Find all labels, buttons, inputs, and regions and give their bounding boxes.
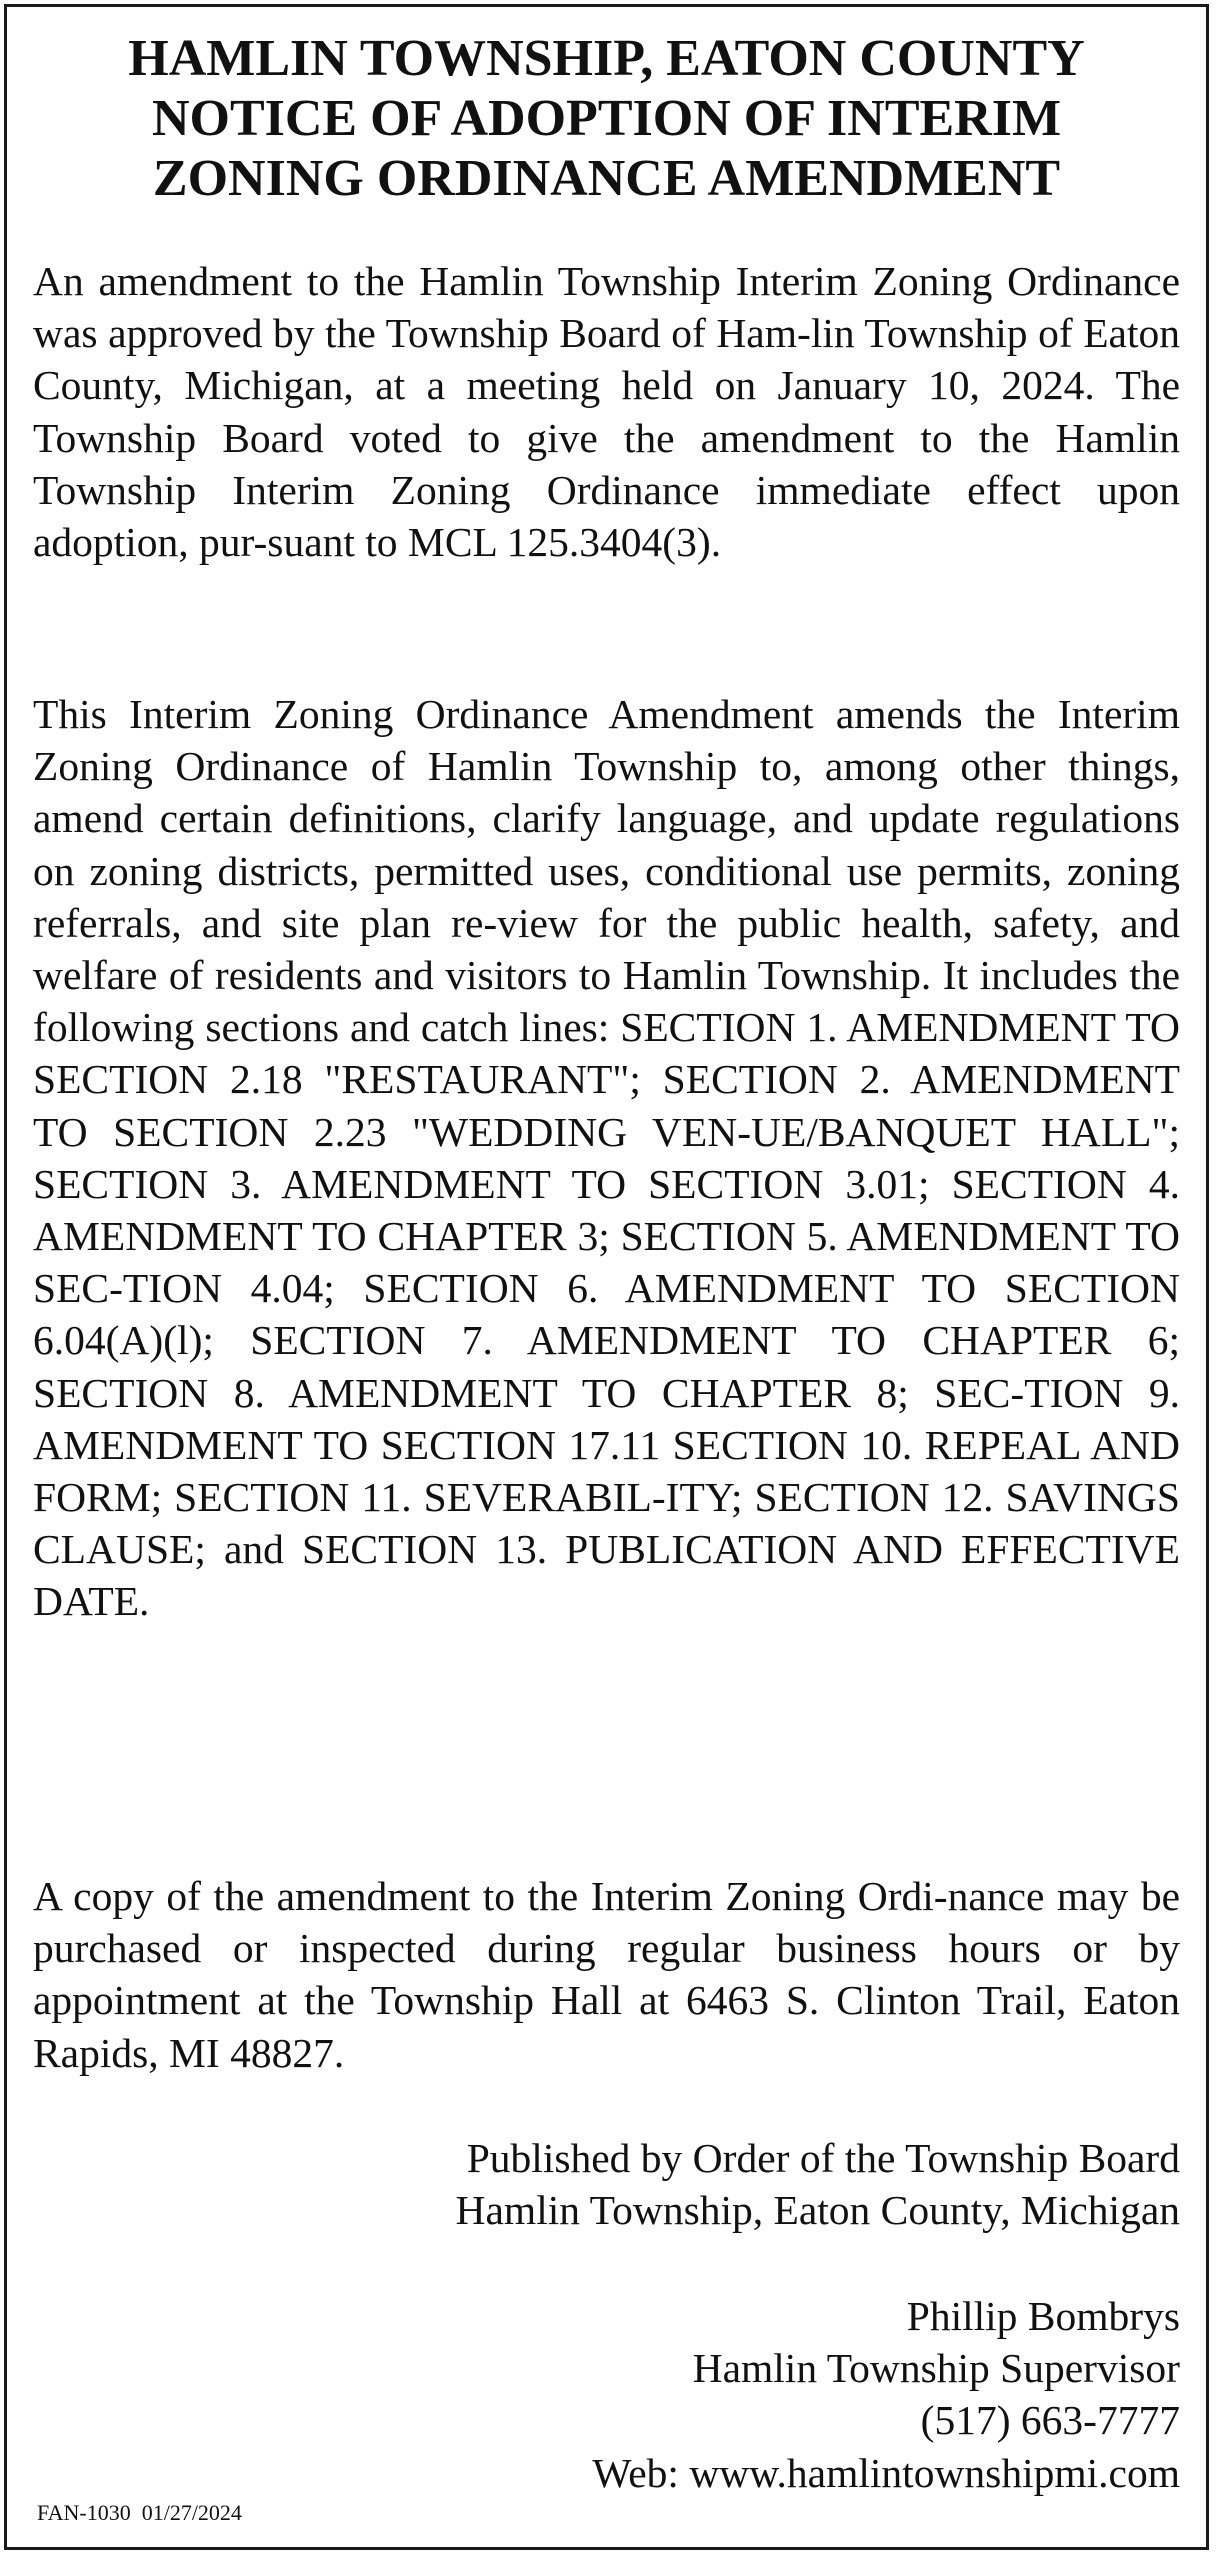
title-line-3: ZONING ORDINANCE AMENDMENT xyxy=(152,150,1061,207)
published-by-block xyxy=(456,2132,1180,2236)
supervisor-name: Phillip Bombrys xyxy=(906,2293,1180,2339)
public-notice xyxy=(4,4,1209,2550)
title-line-1: HAMLIN TOWNSHIP, EATON COUNTY xyxy=(128,30,1085,87)
phone-number: (517) 663-7777 xyxy=(920,2397,1180,2444)
website: Web: www.hamlintownshipmi.com xyxy=(592,2449,1180,2496)
amendment-sections-paragraph: This Interim Zoning Ordinance Amendment amends the Interim Zoning Ordinance of Hamlin Township to, among other things, amend certain definitions, clarify language, and update regulations on zoning districts, permitted uses, conditional use permits, zoning referrals, and site plan re-view for the public health, safety, and welfare of residents and visitors to Hamlin Township. It includes the following sections and catch lines: SECTION 1. AMENDMENT TO SECTION 2.18 "RESTAURANT"; SECTION 2. AMENDMENT TO SECTION 2.23 "WEDDING VEN-UE/BANQUET HALL"; SECTION 3. AMENDMENT TO SECTION 3.01; SECTION 4. AMENDMENT TO CHAPTER 3; SECTION 5. AMENDMENT TO SEC-TION 4.04; SECTION 6. AMENDMENT TO SECTION 6.04(A)(l); SECTION 7. AMENDMENT TO CHAPTER 6; SECTION 8. AMENDMENT TO CHAPTER 8; SEC-TION 9. AMENDMENT TO SECTION 17.11 SECTION 10. REPEAL AND FORM; SECTION 11. SEVERABIL-ITY; SECTION 12. SAVINGS CLAUSE; and SECTION 13. PUBLICATION AND EFFECTIVE DATE. xyxy=(33,691,1180,1625)
supervisor-title: Hamlin Township Supervisor xyxy=(692,2345,1180,2392)
adoption-paragraph: An amendment to the Hamlin Township Interim Zoning Ordinance was approved by the Township Board of Ham-lin Township of Eaton County, Michigan, at a meeting held on January 10, 2024. The Township Board voted to give the amendment to the Hamlin Township Interim Zoning Ordinance immediate effect upon adoption, pur-suant to MCL 125.3404(3). xyxy=(33,258,1180,566)
notice-title xyxy=(7,29,1206,209)
publication-code: FAN-1030 01/27/2024 xyxy=(37,2500,242,2525)
published-by-line-2: Hamlin Township, Eaton County, Michigan xyxy=(455,2187,1180,2234)
published-by-line-1: Published by Order of the Township Board xyxy=(466,2135,1180,2181)
signature-block xyxy=(592,2290,1180,2499)
copy-availability-paragraph: A copy of the amendment to the Interim Zoning Ordi-nance may be purchased or inspected during regular business hours or by appointment at the Township Hall at 6463 S. Clinton Trail, Eaton Rapids, MI 48827. xyxy=(33,1873,1180,2076)
title-line-2: NOTICE OF ADOPTION OF INTERIM xyxy=(151,90,1062,147)
